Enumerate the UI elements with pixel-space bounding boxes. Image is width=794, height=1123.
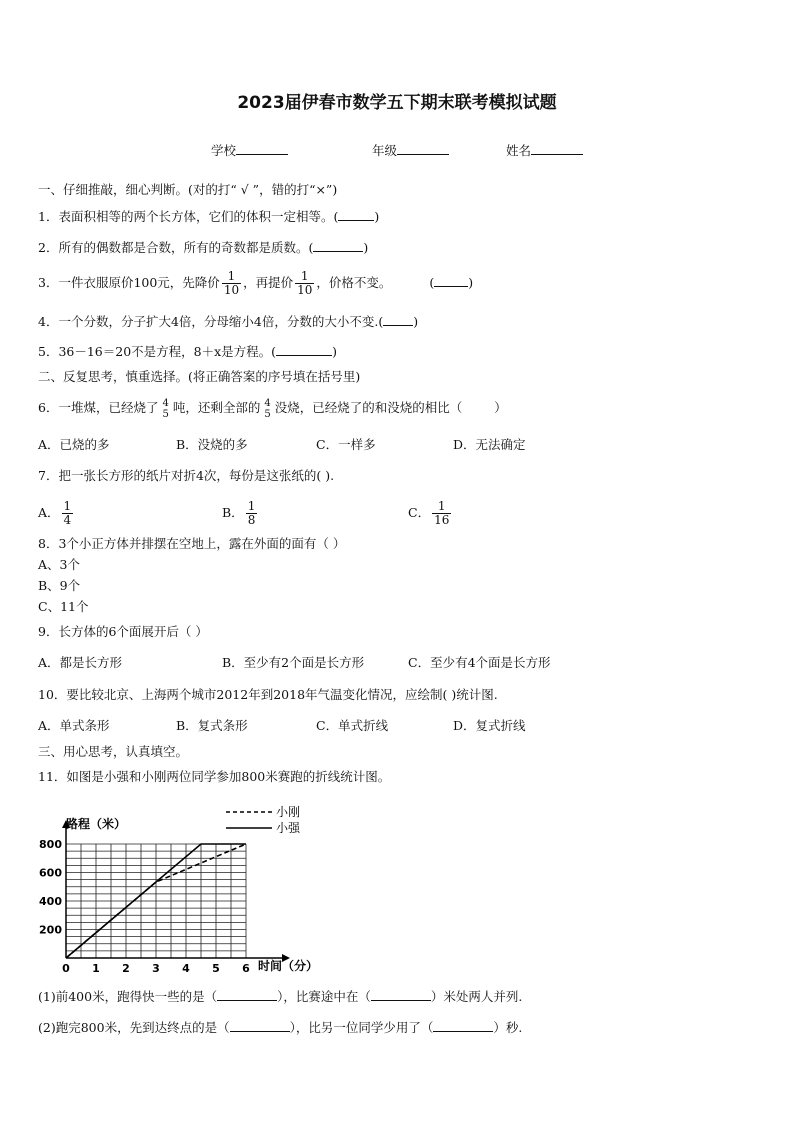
question-3-text-a: 3．一件衣服原价100元，先降价 [38, 275, 220, 290]
question-2 [38, 239, 368, 256]
option-fraction [62, 500, 74, 527]
fraction-denominator: 10 [297, 283, 313, 297]
option-label: B． [222, 505, 244, 520]
question-11-stem: 11．如图是小强和小刚两位同学参加800米赛跑的折线统计图。 [38, 769, 391, 784]
question-6-text-a: 6．一堆煤，已经烧了 [38, 400, 159, 415]
question-4-answer-blank[interactable] [383, 313, 413, 326]
question-4 [38, 313, 418, 330]
question-2-answer-blank[interactable] [313, 239, 363, 252]
question-7-stem: 7．把一张长方形的纸片对折4次，每份是这张纸的( ). [38, 468, 335, 483]
sub-2-text-c: ）秒. [493, 1020, 523, 1035]
fraction-denominator: 5 [162, 408, 169, 420]
question-5-close: ) [332, 344, 337, 359]
section-3-heading: 三、用心思考，认真填空。 [38, 744, 189, 759]
name-blank[interactable] [531, 142, 583, 155]
question-1-answer-blank[interactable] [338, 208, 374, 221]
question-3-fraction-1 [222, 270, 241, 297]
question-7-option-a[interactable] [38, 496, 75, 530]
question-6-option-b[interactable]: B．没烧的多 [176, 437, 248, 452]
x-tick-label: 0 [62, 962, 70, 975]
question-11-sub-1 [38, 988, 522, 1005]
option-label: A． [38, 505, 60, 520]
question-1 [38, 208, 379, 225]
sub-2-blank-1[interactable] [230, 1019, 290, 1032]
fraction-denominator: 4 [63, 513, 72, 527]
option-fraction [432, 500, 451, 527]
question-7-option-b[interactable] [222, 496, 259, 530]
question-6-text-c: 没烧，已经烧了的和没烧的相比（ [274, 400, 463, 415]
question-8-option-c[interactable]: C、11个 [38, 599, 89, 614]
x-tick-label: 1 [92, 962, 100, 975]
question-3-text-b: ，再提价 [243, 275, 294, 290]
question-6-fraction-2 [262, 398, 272, 420]
fraction-numerator: 4 [264, 397, 271, 409]
y-tick-label: 600 [39, 866, 62, 880]
question-10-option-b[interactable]: B．复式条形 [176, 718, 248, 733]
question-9-option-a[interactable]: A．都是长方形 [38, 655, 123, 670]
grade-blank[interactable] [397, 142, 449, 155]
fraction-denominator: 16 [434, 513, 450, 527]
question-9-option-b[interactable]: B．至少有2个面是长方形 [222, 655, 365, 670]
name-label: 姓名 [506, 143, 532, 158]
question-6-option-d[interactable]: D．无法确定 [453, 437, 526, 452]
fraction-denominator: 8 [247, 513, 256, 527]
fraction-numerator: 1 [63, 499, 72, 513]
question-3-paren-open: ( [429, 275, 435, 290]
sub-1-blank-1[interactable] [217, 988, 277, 1001]
x-tick-label: 3 [152, 962, 160, 975]
question-8-stem: 8．3个小正方体并排摆在空地上，露在外面的面有（ ） [38, 536, 346, 551]
chart-legend [226, 804, 301, 835]
y-tick-label: 400 [39, 895, 62, 908]
chart-grid [66, 844, 246, 958]
question-5-answer-blank[interactable] [276, 343, 332, 356]
fraction-denominator: 5 [264, 408, 271, 420]
sub-1-text-b: ），比赛途中在（ [277, 989, 371, 1004]
x-tick-label: 4 [182, 962, 190, 975]
page-title: 2023届伊春市数学五下期末联考模拟试题 [237, 93, 557, 113]
x-tick-label: 2 [122, 962, 130, 975]
question-7-option-c[interactable] [408, 496, 453, 530]
x-tick-label: 6 [242, 962, 250, 975]
question-6-option-c[interactable]: C．一样多 [316, 437, 376, 452]
question-6-text-d: ） [494, 400, 507, 415]
question-6-option-a[interactable]: A．已烧的多 [38, 437, 110, 452]
y-axis-label: 路程（米） [66, 817, 127, 831]
y-tick-label: 800 [39, 838, 62, 851]
school-label: 学校 [211, 143, 237, 158]
name-field [506, 142, 583, 159]
question-5-text: 5．36－16＝20不是方程，8＋x是方程。( [38, 344, 277, 359]
sub-1-text-a: (1)前400米，跑得快一些的是（ [38, 989, 218, 1004]
question-3-fraction-2 [295, 270, 314, 297]
question-3 [38, 267, 473, 299]
question-4-text: 4．一个分数，分子扩大4倍，分母缩小4倍，分数的大小不变.( [38, 314, 384, 329]
question-1-text: 1．表面积相等的两个长方体，它们的体积一定相等。( [38, 209, 339, 224]
question-5 [38, 343, 337, 360]
legend-label: 小强 [276, 821, 301, 835]
question-9-option-c[interactable]: C．至少有4个面是长方形 [408, 655, 551, 670]
question-8-option-b[interactable]: B、9个 [38, 578, 81, 593]
question-3-paren-close: ) [468, 275, 474, 290]
question-2-text: 2．所有的偶数都是合数，所有的奇数都是质数。( [38, 240, 314, 255]
fraction-denominator: 10 [223, 283, 240, 297]
question-11-sub-2 [38, 1019, 522, 1036]
question-6 [38, 393, 507, 423]
x-tick-label: 5 [212, 962, 220, 975]
option-label: C． [408, 505, 431, 520]
question-4-close: ) [413, 314, 419, 329]
sub-2-text-b: ），比另一位同学少用了（ [289, 1020, 434, 1035]
legend-label: 小刚 [276, 805, 301, 819]
fraction-numerator: 1 [222, 270, 241, 284]
question-6-fraction-1 [160, 398, 170, 420]
option-fraction [246, 500, 258, 527]
question-8-option-a[interactable]: A、3个 [38, 557, 80, 572]
question-3-answer-blank[interactable] [434, 274, 468, 287]
question-1-close: ) [374, 209, 380, 224]
fraction-numerator: 4 [162, 397, 169, 409]
fraction-numerator: 1 [247, 499, 256, 513]
question-10-option-d[interactable]: D．复式折线 [453, 718, 526, 733]
question-10-option-c[interactable]: C．单式折线 [316, 718, 389, 733]
question-6-text-b: 吨，还剩全部的 [172, 400, 261, 415]
fraction-numerator: 1 [295, 270, 314, 284]
sub-1-text-c: ）米处两人并列. [430, 989, 523, 1004]
section-1-heading: 一、仔细推敲，细心判断。(对的打“ √ ”，错的打“×”) [38, 182, 338, 197]
question-10-option-a[interactable]: A．单式条形 [38, 718, 110, 733]
sub-2-blank-2[interactable] [433, 1019, 493, 1032]
question-3-text-c: ，价格不变。 [316, 275, 392, 290]
question-10-stem: 10．要比较北京、上海两个城市2012年到2018年气温变化情况，应绘制( )统计图. [38, 687, 498, 702]
grade-field [372, 142, 449, 159]
question-2-close: ) [363, 240, 369, 255]
question-9-stem: 9．长方体的6个面展开后（ ） [38, 624, 208, 639]
section-2-heading: 二、反复思考，慎重选择。(将正确答案的序号填在括号里) [38, 369, 361, 384]
x-axis-label: 时间（分） [258, 959, 319, 973]
grade-label: 年级 [372, 143, 398, 158]
sub-1-blank-2[interactable] [371, 988, 431, 1001]
school-blank[interactable] [236, 142, 288, 155]
y-tick-label: 200 [39, 923, 62, 937]
school-field [211, 142, 288, 159]
fraction-numerator: 1 [432, 500, 451, 514]
distance-time-line-chart [30, 798, 330, 980]
sub-2-text-a: (2)跑完800米，先到达终点的是（ [38, 1020, 230, 1035]
